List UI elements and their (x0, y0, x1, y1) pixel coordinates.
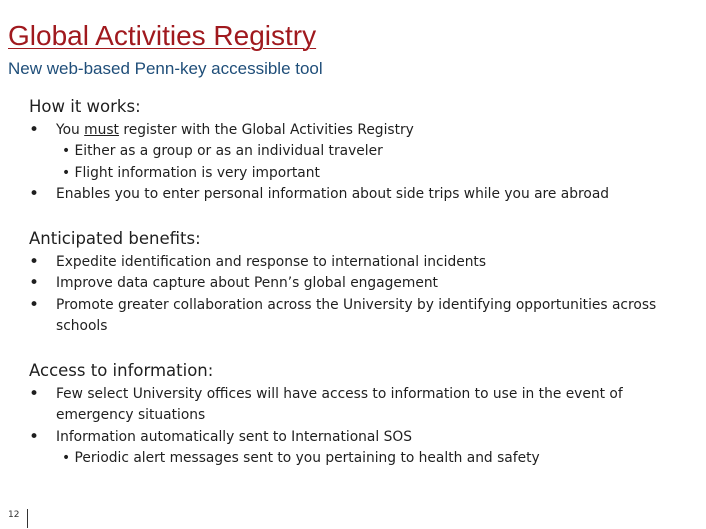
section-heading: Access to information: (29, 361, 214, 380)
bullet-text: register with the Global Activities Registry (118, 122, 414, 138)
bullet-text: Expedite identification and response to international incidents (56, 254, 487, 270)
bullet-text: Few select University offices will have access to information to use in the event of emergency situations (56, 386, 623, 424)
section-heading: Anticipated benefits: (29, 229, 201, 248)
slide-subtitle: New web-based Penn-key accessible tool (8, 59, 323, 78)
bullet-text: Promote greater collaboration across the University by identifying opportunities across schools (56, 296, 657, 335)
bullet-text: You (56, 122, 85, 138)
bullet-text: Improve data capture about Penn’s global engagement (56, 275, 438, 292)
bullet-icon: • (29, 426, 40, 447)
section-heading: How it works: (29, 97, 141, 116)
bullet-icon: • (29, 184, 40, 205)
list-item (29, 252, 689, 273)
list-item (29, 295, 689, 338)
sub-list-item: • Flight information is very important (62, 164, 320, 181)
how-it-works-section (29, 97, 689, 206)
access-section (29, 361, 689, 470)
bullet-text: Information automatically sent to International SOS (56, 428, 412, 445)
bullet-icon: • (29, 294, 40, 315)
list-item (29, 120, 689, 141)
bullet-icon: • (29, 384, 40, 404)
list-item (29, 184, 689, 205)
page-number-divider (27, 509, 28, 528)
emphasis-text: must (84, 122, 119, 138)
bullet-text: Enables you to enter personal information about side trips while you are abroad (56, 186, 610, 203)
list-item (29, 427, 689, 448)
benefits-section (29, 229, 689, 338)
list-item (29, 273, 689, 294)
bullet-icon: • (29, 120, 40, 140)
sub-list-item: • Periodic alert messages sent to you pertaining to health and safety (62, 450, 540, 467)
list-item (29, 384, 689, 427)
slide-title: Global Activities Registry (8, 20, 317, 51)
sub-list-item: • Either as a group or as an individual traveler (62, 143, 383, 160)
bullet-icon: • (29, 273, 40, 294)
page-number: 12 (8, 510, 20, 520)
bullet-icon: • (29, 252, 40, 272)
